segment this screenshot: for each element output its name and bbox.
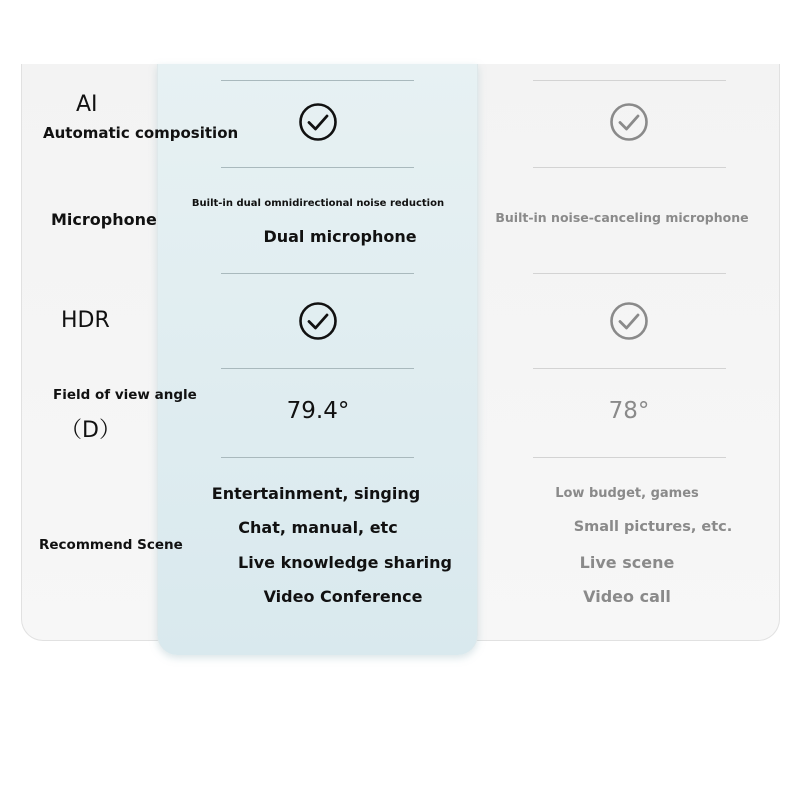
row-label-scene: Recommend Scene: [39, 537, 183, 553]
row-label-ai-sub: Automatic composition: [43, 124, 239, 142]
mid-scene-item: Live knowledge sharing: [238, 553, 452, 572]
row-label-microphone: Microphone: [51, 210, 157, 229]
row-label-fov: Field of view angle: [53, 387, 197, 403]
row-divider: [533, 368, 726, 369]
mid-scene-item: Chat, manual, etc: [238, 518, 398, 537]
right-scene-item: Small pictures, etc.: [573, 519, 733, 535]
check-circle-icon: [609, 102, 649, 142]
mid-microphone-detail: Built-in dual omnidirectional noise reduction: [191, 198, 445, 209]
row-divider: [221, 368, 414, 369]
check-circle-icon: [609, 301, 649, 341]
mid-scene-item: Entertainment, singing: [211, 484, 421, 503]
right-fov-value: 78°: [608, 398, 650, 424]
mid-fov-value: 79.4°: [286, 398, 350, 424]
right-microphone: Built-in noise-canceling microphone: [495, 210, 749, 225]
right-scene-item: Video call: [583, 587, 671, 606]
row-divider: [221, 80, 414, 81]
right-scene-item: Low budget, games: [555, 486, 699, 501]
right-scene-item: Live scene: [579, 553, 675, 572]
row-label-fov-sub: （D）: [60, 418, 121, 443]
check-circle-icon: [298, 102, 338, 142]
row-divider: [221, 167, 414, 168]
row-divider: [221, 273, 414, 274]
row-divider: [533, 167, 726, 168]
row-label-ai: AI: [76, 92, 98, 117]
row-label-hdr: HDR: [61, 308, 110, 333]
row-divider: [533, 273, 726, 274]
row-divider: [221, 457, 414, 458]
row-divider: [533, 80, 726, 81]
check-circle-icon: [298, 301, 338, 341]
mid-microphone-main: Dual microphone: [263, 227, 417, 246]
mid-scene-item: Video Conference: [263, 587, 423, 606]
row-divider: [533, 457, 726, 458]
